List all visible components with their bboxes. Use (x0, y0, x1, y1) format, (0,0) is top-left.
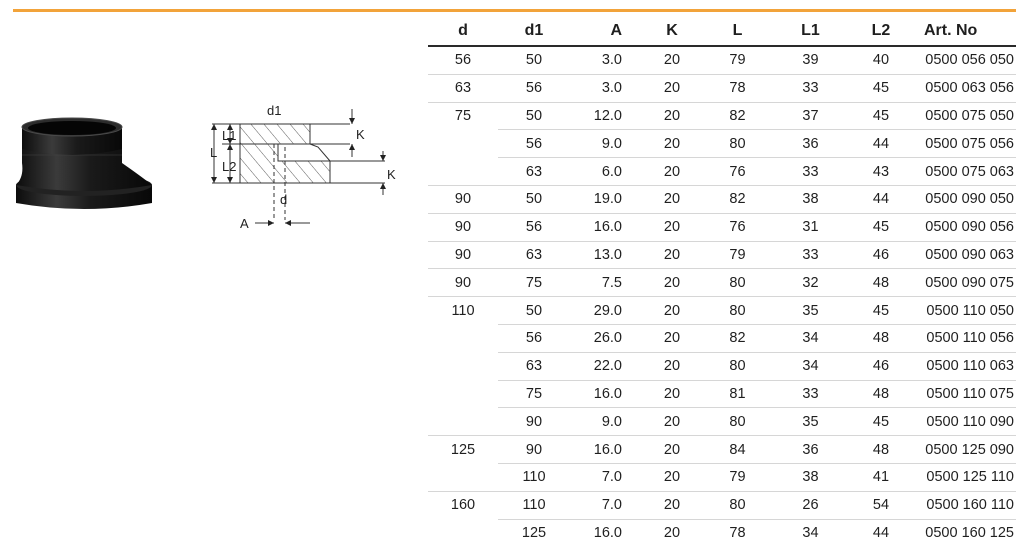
cell-a: 6.0 (570, 158, 644, 186)
cell-l1: 38 (775, 463, 846, 491)
table-row (428, 324, 1016, 352)
cell-l2: 45 (846, 74, 916, 102)
cell-d: 90 (428, 241, 498, 269)
cell-a: 7.0 (570, 491, 644, 519)
table-row (428, 463, 1016, 491)
cell-d1: 75 (498, 380, 570, 408)
cell-a: 26.0 (570, 324, 644, 352)
cell-l: 81 (700, 380, 775, 408)
cell-art-no: 0500 110 063 (916, 352, 1016, 380)
cell-a: 19.0 (570, 185, 644, 213)
cell-d1: 110 (498, 463, 570, 491)
cell-l1: 39 (802, 52, 819, 69)
cell-d: 110 (428, 297, 498, 325)
cell-d1: 90 (498, 408, 570, 436)
cell-k: 20 (644, 130, 700, 158)
cell-art-no: 0500 125 110 (916, 463, 1016, 491)
cell-l1: 35 (775, 297, 846, 325)
cell-art-no: 0500 125 090 (916, 436, 1016, 464)
header-d1: d1 (498, 16, 570, 46)
cell-l: 76 (700, 158, 775, 186)
cell-d1: 56 (498, 213, 570, 241)
cell-d1: 50 (498, 102, 570, 130)
table-row (428, 491, 1016, 519)
cell-d1: 125 (498, 519, 570, 546)
cell-a: 7.5 (570, 269, 644, 297)
cell-a: 9.0 (570, 408, 644, 436)
cell-a: 16.0 (570, 213, 644, 241)
table-row (428, 130, 1016, 158)
cell-l: 79 (700, 463, 775, 491)
label-A: A (240, 216, 249, 231)
cell-l1: 34 (775, 352, 846, 380)
cell-l1: 33 (775, 158, 846, 186)
cell-l: 79 (729, 52, 746, 69)
cell-l2: 44 (846, 185, 916, 213)
cell-a: 13.0 (570, 241, 644, 269)
table-row (428, 297, 1016, 325)
table-row (428, 519, 1016, 546)
cell-l1: 37 (775, 102, 846, 130)
table-row (428, 102, 1016, 130)
cell-l2: 48 (846, 380, 916, 408)
label-d: d (280, 192, 288, 207)
table-row (428, 213, 1016, 241)
cell-l1: 26 (775, 491, 846, 519)
cell-k: 20 (644, 491, 700, 519)
cell-l2: 46 (846, 241, 916, 269)
cell-d (428, 324, 498, 352)
header-row (428, 16, 1016, 46)
cell-k: 20 (644, 74, 700, 102)
cell-d1: 63 (498, 352, 570, 380)
header-a: A (570, 16, 644, 46)
cell-k: 20 (644, 158, 700, 186)
table-row (428, 380, 1016, 408)
cell-art-no: 0500 110 090 (916, 408, 1016, 436)
cell-d1: 50 (498, 185, 570, 213)
cell-l: 82 (700, 102, 775, 130)
cell-l: 82 (700, 324, 775, 352)
cell-l2: 45 (846, 213, 916, 241)
reducer-product-image (14, 115, 154, 215)
label-L: L (210, 145, 218, 160)
cell-k: 20 (644, 519, 700, 546)
cell-l2: 43 (846, 158, 916, 186)
table-row (428, 241, 1016, 269)
cell-a: 9.0 (570, 130, 644, 158)
cell-d: 90 (428, 185, 498, 213)
table-row (428, 74, 1016, 102)
cell-d (428, 352, 498, 380)
cell-l: 80 (700, 297, 775, 325)
table-row (428, 269, 1016, 297)
specification-table (428, 16, 1016, 546)
cell-d: 90 (428, 213, 498, 241)
cell-d1: 63 (498, 241, 570, 269)
cell-d: 56 (454, 52, 472, 69)
cell-art-no: 0500 075 050 (916, 102, 1016, 130)
cell-a: 3.0 (601, 52, 622, 69)
cell-art-no: 0500 110 050 (916, 297, 1016, 325)
header-d: d (428, 16, 498, 46)
cell-a: 12.0 (570, 102, 644, 130)
cell-d (428, 408, 498, 436)
cell-k: 20 (644, 436, 700, 464)
cell-l: 84 (700, 436, 775, 464)
cell-art-no: 0500 075 063 (916, 158, 1016, 186)
cell-d (428, 463, 498, 491)
header-l1: L1 (775, 16, 846, 46)
cell-art-no: 0500 090 063 (916, 241, 1016, 269)
cell-l1: 31 (775, 213, 846, 241)
cell-a: 16.0 (570, 380, 644, 408)
cell-d (428, 380, 498, 408)
cell-art-no: 0500 160 110 (916, 491, 1016, 519)
cell-d1: 50 (498, 297, 570, 325)
cell-k: 20 (644, 185, 700, 213)
cell-a: 22.0 (570, 352, 644, 380)
cell-art-no: 0500 090 056 (916, 213, 1016, 241)
header-l: L (700, 16, 775, 46)
cell-l: 82 (700, 185, 775, 213)
table-row (428, 352, 1016, 380)
cell-a: 3.0 (570, 74, 644, 102)
cell-l1: 35 (775, 408, 846, 436)
cell-k: 20 (644, 352, 700, 380)
accent-bar (13, 9, 1016, 12)
cell-k: 20 (663, 52, 681, 69)
cell-k: 20 (644, 408, 700, 436)
cell-l2: 48 (846, 269, 916, 297)
cell-art-no: 0500 090 050 (916, 185, 1016, 213)
cell-k: 20 (644, 213, 700, 241)
cell-l2: 41 (846, 463, 916, 491)
cell-l1: 33 (775, 241, 846, 269)
cell-d1: 56 (498, 130, 570, 158)
cell-d: 75 (428, 102, 498, 130)
cell-d (428, 519, 498, 546)
cell-l2: 46 (846, 352, 916, 380)
cell-art-no: 0500 075 056 (916, 130, 1016, 158)
header-k: K (644, 16, 700, 46)
table-row (428, 158, 1016, 186)
cell-l: 78 (700, 519, 775, 546)
label-K-top: K (356, 127, 365, 142)
cell-l: 76 (700, 213, 775, 241)
cell-l: 79 (700, 241, 775, 269)
cell-d (428, 130, 498, 158)
cell-l1: 33 (775, 74, 846, 102)
cell-d: 160 (428, 491, 498, 519)
table-row (428, 436, 1016, 464)
cell-d: 125 (428, 436, 498, 464)
cell-l1: 36 (775, 130, 846, 158)
cell-art-no: 0500 063 056 (916, 74, 1016, 102)
cell-k: 20 (644, 102, 700, 130)
cell-d1: 63 (498, 158, 570, 186)
cell-d1: 90 (498, 436, 570, 464)
label-L1: L1 (222, 128, 237, 143)
cell-l2: 48 (846, 436, 916, 464)
cell-l1: 34 (775, 519, 846, 546)
cell-k: 20 (644, 380, 700, 408)
cell-d1: 56 (498, 324, 570, 352)
cell-l1: 34 (775, 324, 846, 352)
cell-l1: 33 (775, 380, 846, 408)
cell-k: 20 (644, 241, 700, 269)
cell-l2: 45 (846, 408, 916, 436)
cell-l: 80 (700, 491, 775, 519)
cell-l2: 45 (846, 297, 916, 325)
cell-art-no: 0500 056 050 (925, 52, 1014, 69)
label-K-bottom: K (387, 167, 396, 182)
table-row (428, 185, 1016, 213)
cell-a: 29.0 (570, 297, 644, 325)
cell-l2: 45 (846, 102, 916, 130)
header-art-no: Art. No (916, 16, 1016, 46)
cell-l: 80 (700, 269, 775, 297)
cell-a: 16.0 (570, 519, 644, 546)
table-row (428, 408, 1016, 436)
cell-d (428, 158, 498, 186)
cell-k: 20 (644, 324, 700, 352)
cell-l1: 36 (775, 436, 846, 464)
cell-l: 80 (700, 130, 775, 158)
label-d1: d1 (267, 103, 282, 118)
cell-k: 20 (644, 269, 700, 297)
cell-d1: 75 (498, 269, 570, 297)
table-row (428, 46, 1016, 74)
cell-l2: 44 (846, 519, 916, 546)
cell-l: 78 (700, 74, 775, 102)
cell-l1: 32 (775, 269, 846, 297)
label-L2: L2 (222, 159, 237, 174)
cell-l2: 44 (846, 130, 916, 158)
cell-k: 20 (644, 463, 700, 491)
cell-l2: 40 (872, 52, 890, 69)
cell-d1: 56 (498, 74, 570, 102)
cell-l: 80 (700, 352, 775, 380)
cell-d: 90 (428, 269, 498, 297)
header-l2: L2 (846, 16, 916, 46)
reducer-technical-drawing (200, 95, 415, 240)
cell-art-no: 0500 090 075 (916, 269, 1016, 297)
cell-d1: 50 (525, 52, 543, 69)
cell-l2: 48 (846, 324, 916, 352)
cell-d1: 110 (498, 491, 570, 519)
cell-l1: 38 (775, 185, 846, 213)
cell-a: 7.0 (570, 463, 644, 491)
cell-l: 80 (700, 408, 775, 436)
cell-art-no: 0500 110 075 (916, 380, 1016, 408)
cell-l2: 54 (846, 491, 916, 519)
cell-art-no: 0500 160 125 (916, 519, 1016, 546)
cell-d: 63 (428, 74, 498, 102)
cell-k: 20 (644, 297, 700, 325)
cell-a: 16.0 (570, 436, 644, 464)
cell-art-no: 0500 110 056 (916, 324, 1016, 352)
